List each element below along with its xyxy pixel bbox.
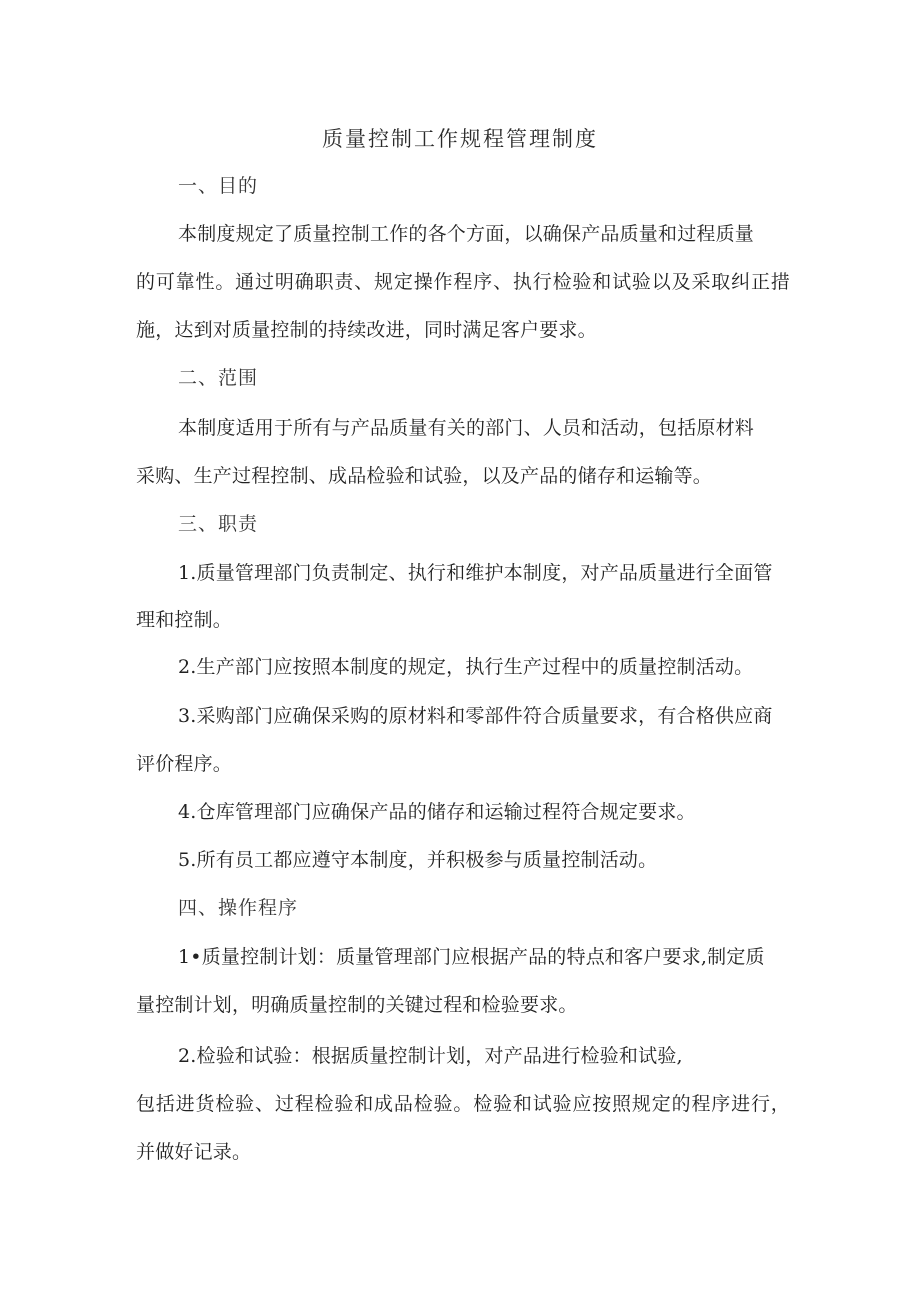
list-item-line: 4.仓库管理部门应确保产品的储存和运输过程符合规定要求。 xyxy=(178,801,696,823)
list-item-line: 包括进货检验、过程检验和成品检验。检验和试验应按照规定的程序进行， xyxy=(136,1093,790,1115)
document-title: 质量控制工作规程管理制度 xyxy=(322,127,598,151)
section-heading-responsibilities: 三、职责 xyxy=(178,513,259,535)
list-item-line: 并做好记录。 xyxy=(136,1141,252,1163)
section-heading-scope: 二、范围 xyxy=(178,367,259,389)
list-item-line: 3.采购部门应确保采购的原材料和零部件符合质量要求，有合格供应商 xyxy=(178,705,773,727)
list-item-line: 5.所有员工都应遵守本制度，并积极参与质量控制活动。 xyxy=(178,849,658,871)
paragraph-line: 采购、生产过程控制、成品检验和试验，以及产品的储存和运输等。 xyxy=(136,465,713,487)
paragraph-line: 施，达到对质量控制的持续改进，同时满足客户要求。 xyxy=(136,319,597,341)
list-item-line: 量控制计划，明确质量控制的关键过程和检验要求。 xyxy=(136,994,578,1016)
list-item-line: 1.质量管理部门负责制定、执行和维护本制度，对产品质量进行全面管 xyxy=(178,562,773,584)
section-heading-procedures: 四、操作程序 xyxy=(178,897,299,919)
list-item-line: 1•质量控制计划：质量管理部门应根据产品的特点和客户要求,制定质 xyxy=(178,946,765,968)
paragraph-line: 本制度适用于所有与产品质量有关的部门、人员和活动，包括原材料 xyxy=(178,417,755,439)
section-heading-purpose: 一、目的 xyxy=(178,175,259,197)
list-item-line: 评价程序。 xyxy=(136,753,233,775)
paragraph-line: 本制度规定了质量控制工作的各个方面，以确保产品质量和过程质量 xyxy=(178,223,755,245)
paragraph-line: 的可靠性。通过明确职责、规定操作程序、执行检验和试验以及采取纠正措 xyxy=(136,271,790,293)
list-item-line: 2.检验和试验：根据质量控制计划，对产品进行检验和试验, xyxy=(178,1045,683,1067)
list-item-line: 理和控制。 xyxy=(136,609,233,631)
list-item-line: 2.生产部门应按照本制度的规定，执行生产过程中的质量控制活动。 xyxy=(178,656,754,678)
